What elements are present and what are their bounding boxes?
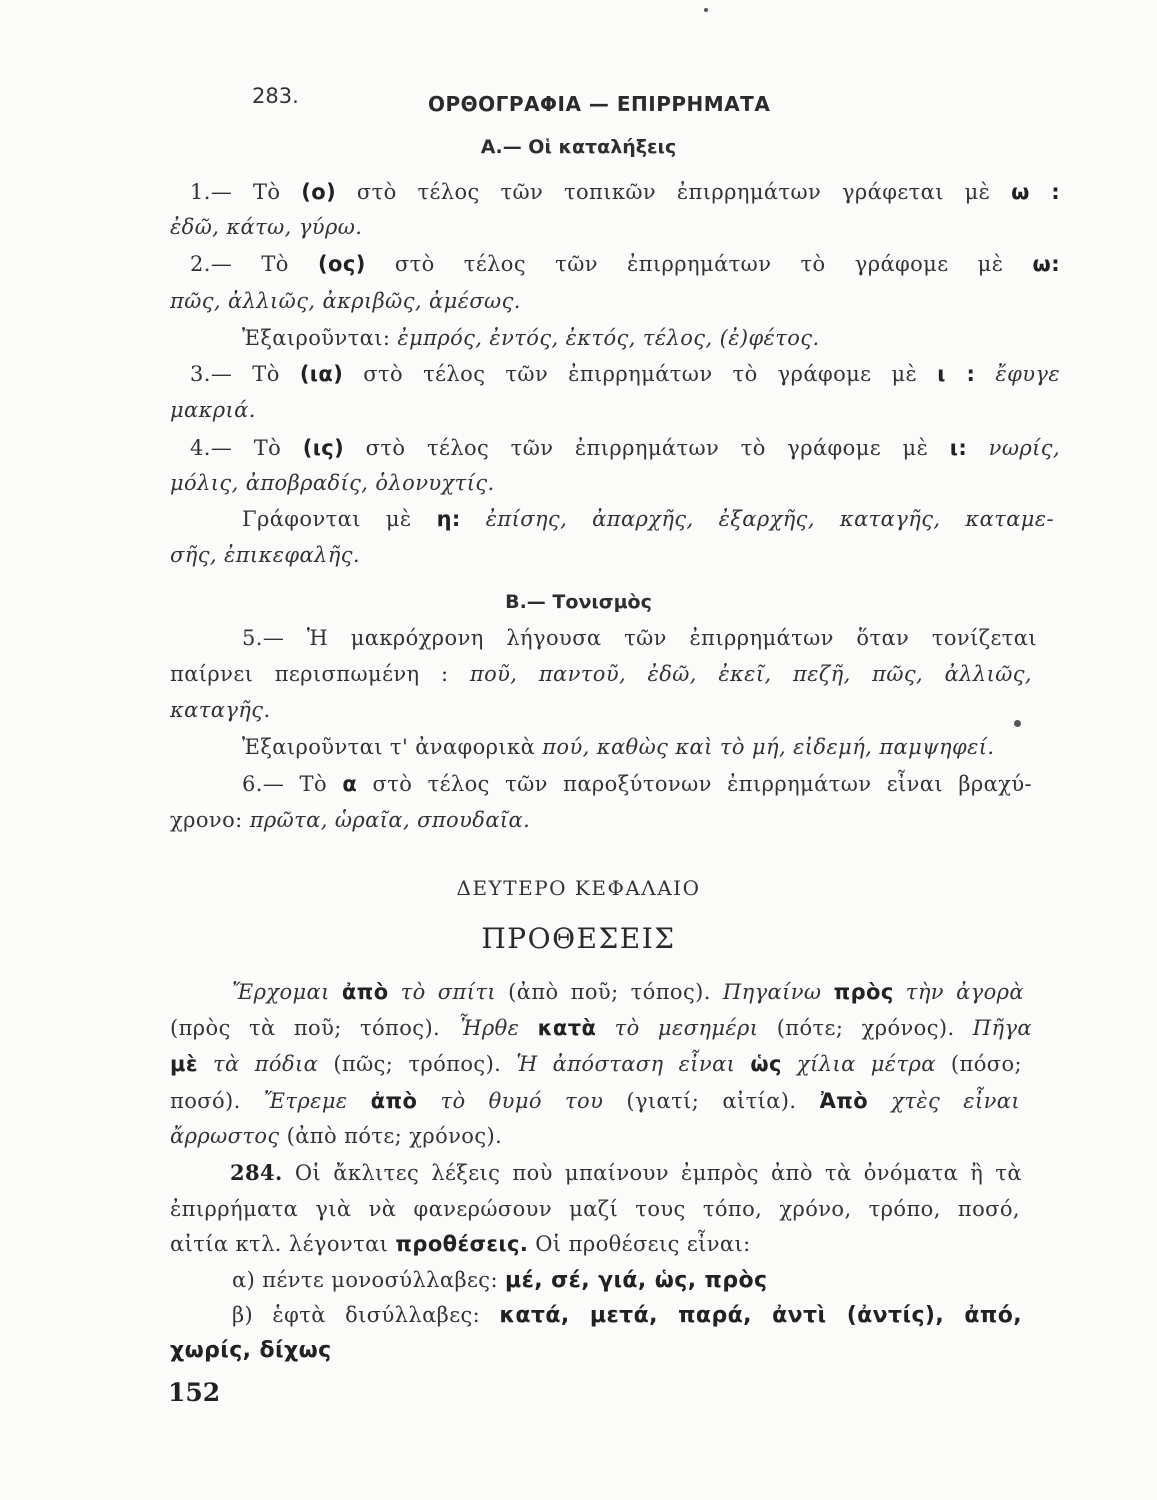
text-line: 1.— Τὸ (ο) στὸ τέλος τῶν τοπικῶν ἐπιρρημάτων γράφεται μὲ ω : (190, 180, 1060, 204)
text-line: α) πέντε μονοσύλλαβες: μέ, σέ, γιά, ὡς, πρὸς (232, 1268, 768, 1293)
text-line: ποσό). Ἔτρεμε ἀπὸ τὸ θυμό του (γιατί; αἰτία). Ἀπὸ χτὲς εἶναι (170, 1089, 1020, 1113)
text-line: παίρνει περισπωμένη : ποῦ, παντοῦ, ἐδῶ, ἐκεῖ, πεζῆ, πῶς, ἀλλιῶς, (170, 662, 1032, 686)
text-line: ἐπιρρήματα γιὰ νὰ φανερώσουν μαζί τους τόπο, χρόνο, τρόπο, ποσό, (170, 1197, 1020, 1221)
text-line: πῶς, ἀλλιῶς, ἀκριβῶς, ἀμέσως. (170, 289, 521, 313)
page-number: 152 (168, 1378, 221, 1407)
text-line: χρονο: πρῶτα, ὡραῖα, σπουδαῖα. (170, 808, 531, 832)
text-line: 3.— Τὸ (ια) στὸ τέλος τῶν ἐπιρρημάτων τὸ γράφομε μὲ ι : ἔφυγε (190, 362, 1060, 386)
text-line: μόλις, ἀποβραδίς, ὁλονυχτίς. (170, 471, 495, 495)
running-title: ΟΡΘΟΓΡΑΦΙΑ — ΕΠΙΡΡΗΜΑΤΑ (428, 92, 771, 116)
text-line: χωρίς, δίχως (170, 1338, 332, 1363)
text-line: μακριά. (170, 398, 256, 422)
text-line: (πρὸς τὰ ποῦ; τόπος). Ἦρθε κατὰ τὸ μεσημέρι (πότε; χρόνος). Πῆγα (170, 1016, 1033, 1040)
section-number-284: 284. (230, 1160, 283, 1185)
text-line: 6.— Τὸ α στὸ τέλος τῶν παροξύτονων ἐπιρρημάτων εἶναι βραχύ- (242, 772, 1032, 796)
chapter-label: ΔΕΥΤΕΡΟ ΚΕΦΑΛΑΙΟ (456, 876, 701, 900)
text-line: 2.— Τὸ (ος) στὸ τέλος τῶν ἐπιρρημάτων τὸ γράφομε μὲ ω: (190, 252, 1060, 276)
text-line: β) ἑφτὰ δισύλλαβες: κατά, μετά, παρά, ἀντὶ (ἀντίς), ἀπό, (232, 1303, 1022, 1328)
part-a-title: Α.— Οἱ καταλήξεις (480, 136, 677, 158)
text-line: καταγῆς. (170, 698, 271, 722)
part-b-title: Β.— Τονισμὸς (505, 591, 652, 613)
text-line: 4.— Τὸ (ις) στὸ τέλος τῶν ἐπιρρημάτων τὸ γράφομε μὲ ι: νωρίς, (190, 436, 1060, 460)
text-line: 5.— Ἡ μακρόχρονη λήγουσα τῶν ἐπιρρημάτων ὅταν τονίζεται (242, 626, 1037, 650)
text-line: μὲ τὰ πόδια (πῶς; τρόπος). Ἡ ἀπόσταση εἶναι ὡς χίλια μέτρα (πόσο; (170, 1052, 1023, 1076)
text-line: 284. Οἱ ἄκλιτες λέξεις ποὺ μπαίνουν ἐμπρὸς ἀπὸ τὰ ὀνόματα ἢ τὰ (230, 1160, 1022, 1185)
text-line: ἄρρωστος (ἀπὸ πότε; χρόνος). (170, 1124, 503, 1148)
text-line: Γράφονται μὲ η: ἐπίσης, ἀπαρχῆς, ἐξαρχῆς, καταγῆς, καταμε- (242, 507, 1054, 531)
scan-speck (1014, 720, 1021, 727)
text-line: ἐδῶ, κάτω, γύρω. (170, 215, 363, 239)
scan-speck (704, 8, 708, 12)
chapter-title: ΠΡΟΘΕΣΕΙΣ (481, 922, 676, 955)
section-number: 283. (252, 84, 299, 108)
text-line: αἰτία κτλ. λέγονται προθέσεις. Οἱ προθέσεις εἶναι: (170, 1232, 751, 1256)
text-line: σῆς, ἐπικεφαλῆς. (170, 543, 360, 567)
text-line: Ἐξαιροῦνται: ἐμπρός, ἐντός, ἐκτός, τέλος, (ἐ)φέτος. (242, 326, 820, 350)
text-line: Ἐξαιροῦνται τ' ἀναφορικὰ πού, καθὼς καὶ τὸ μή, εἰδεμή, παμψηφεί. (242, 735, 995, 759)
text-line: Ἔρχομαι ἀπὸ τὸ σπίτι (ἀπὸ ποῦ; τόπος). Πηγαίνω πρὸς τὴν ἀγορὰ (232, 980, 1024, 1004)
